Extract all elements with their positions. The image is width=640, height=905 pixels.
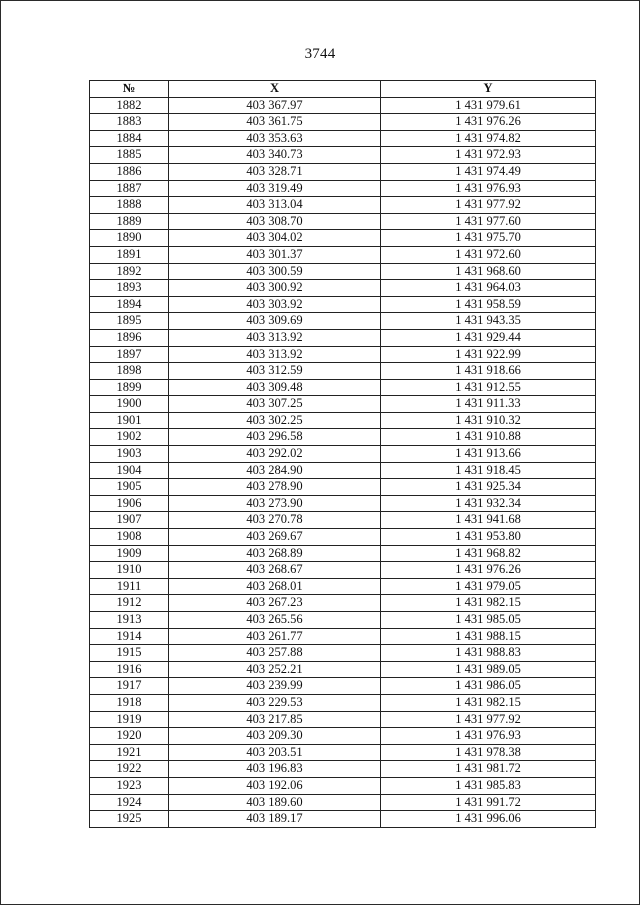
x-coordinate-cell: 403 196.83 (169, 761, 381, 778)
table-row (90, 412, 596, 429)
y-coordinate-cell: 1 431 972.60 (381, 246, 596, 263)
x-coordinate-cell: 403 340.73 (169, 147, 381, 164)
y-coordinate-cell: 1 431 964.03 (381, 280, 596, 297)
x-coordinate-cell: 403 252.21 (169, 661, 381, 678)
table-row (90, 197, 596, 214)
x-coordinate-cell: 403 367.97 (169, 97, 381, 114)
point-number-cell: 1916 (90, 661, 169, 678)
table-row (90, 612, 596, 629)
x-coordinate-cell: 403 267.23 (169, 595, 381, 612)
point-number-cell: 1888 (90, 197, 169, 214)
table-row (90, 678, 596, 695)
table-row (90, 578, 596, 595)
table-header-row (90, 81, 596, 98)
table-row (90, 495, 596, 512)
y-coordinate-cell: 1 431 988.15 (381, 628, 596, 645)
x-coordinate-cell: 403 300.92 (169, 280, 381, 297)
x-coordinate-cell: 403 268.01 (169, 578, 381, 595)
point-number-cell: 1924 (90, 794, 169, 811)
table-row (90, 595, 596, 612)
table-row (90, 728, 596, 745)
point-number-cell: 1898 (90, 363, 169, 380)
table-row (90, 661, 596, 678)
point-number-cell: 1910 (90, 562, 169, 579)
point-number-cell: 1915 (90, 645, 169, 662)
table-row (90, 462, 596, 479)
point-number-cell: 1914 (90, 628, 169, 645)
x-coordinate-cell: 403 313.04 (169, 197, 381, 214)
table-row (90, 97, 596, 114)
x-coordinate-cell: 403 361.75 (169, 114, 381, 131)
point-number-cell: 1925 (90, 811, 169, 828)
x-coordinate-cell: 403 209.30 (169, 728, 381, 745)
y-coordinate-cell: 1 431 976.93 (381, 728, 596, 745)
x-coordinate-cell: 403 307.25 (169, 396, 381, 413)
table-row (90, 794, 596, 811)
x-coordinate-cell: 403 313.92 (169, 346, 381, 363)
x-coordinate-cell: 403 261.77 (169, 628, 381, 645)
y-coordinate-cell: 1 431 977.60 (381, 213, 596, 230)
point-number-cell: 1885 (90, 147, 169, 164)
table-row (90, 114, 596, 131)
point-number-cell: 1896 (90, 329, 169, 346)
x-coordinate-cell: 403 308.70 (169, 213, 381, 230)
point-number-cell: 1909 (90, 545, 169, 562)
point-number-cell: 1920 (90, 728, 169, 745)
y-coordinate-cell: 1 431 986.05 (381, 678, 596, 695)
y-coordinate-cell: 1 431 982.15 (381, 694, 596, 711)
y-coordinate-cell: 1 431 991.72 (381, 794, 596, 811)
x-coordinate-cell: 403 217.85 (169, 711, 381, 728)
table-row (90, 163, 596, 180)
y-coordinate-cell: 1 431 982.15 (381, 595, 596, 612)
y-coordinate-cell: 1 431 979.05 (381, 578, 596, 595)
point-number-cell: 1884 (90, 130, 169, 147)
y-coordinate-cell: 1 431 977.92 (381, 197, 596, 214)
y-coordinate-cell: 1 431 996.06 (381, 811, 596, 828)
point-number-cell: 1921 (90, 744, 169, 761)
table-row (90, 512, 596, 529)
x-coordinate-cell: 403 302.25 (169, 412, 381, 429)
x-coordinate-cell: 403 192.06 (169, 777, 381, 794)
point-number-cell: 1900 (90, 396, 169, 413)
point-number-cell: 1922 (90, 761, 169, 778)
point-number-cell: 1918 (90, 694, 169, 711)
x-coordinate-cell: 403 257.88 (169, 645, 381, 662)
x-coordinate-cell: 403 189.17 (169, 811, 381, 828)
page-number: 3744 (304, 46, 336, 62)
point-number-cell: 1887 (90, 180, 169, 197)
point-number-cell: 1891 (90, 246, 169, 263)
y-coordinate-cell: 1 431 979.61 (381, 97, 596, 114)
y-coordinate-cell: 1 431 985.83 (381, 777, 596, 794)
y-coordinate-cell: 1 431 981.72 (381, 761, 596, 778)
header-number: № (90, 81, 169, 98)
table-row (90, 628, 596, 645)
y-coordinate-cell: 1 431 953.80 (381, 529, 596, 546)
y-coordinate-cell: 1 431 929.44 (381, 329, 596, 346)
table-row (90, 246, 596, 263)
point-number-cell: 1919 (90, 711, 169, 728)
y-coordinate-cell: 1 431 941.68 (381, 512, 596, 529)
y-coordinate-cell: 1 431 911.33 (381, 396, 596, 413)
x-coordinate-cell: 403 268.67 (169, 562, 381, 579)
table-row (90, 396, 596, 413)
y-coordinate-cell: 1 431 910.88 (381, 429, 596, 446)
x-coordinate-cell: 403 270.78 (169, 512, 381, 529)
y-coordinate-cell: 1 431 978.38 (381, 744, 596, 761)
header-y: Y (381, 81, 596, 98)
x-coordinate-cell: 403 284.90 (169, 462, 381, 479)
table-row (90, 777, 596, 794)
table-row (90, 296, 596, 313)
x-coordinate-cell: 403 312.59 (169, 363, 381, 380)
table-row (90, 545, 596, 562)
table-row (90, 363, 596, 380)
point-number-cell: 1906 (90, 495, 169, 512)
x-coordinate-cell: 403 300.59 (169, 263, 381, 280)
table-row (90, 529, 596, 546)
x-coordinate-cell: 403 265.56 (169, 612, 381, 629)
table-body (90, 97, 596, 827)
table-row (90, 811, 596, 828)
point-number-cell: 1895 (90, 313, 169, 330)
table-row (90, 711, 596, 728)
x-coordinate-cell: 403 189.60 (169, 794, 381, 811)
point-number-cell: 1908 (90, 529, 169, 546)
coordinates-table (89, 80, 596, 828)
y-coordinate-cell: 1 431 943.35 (381, 313, 596, 330)
x-coordinate-cell: 403 304.02 (169, 230, 381, 247)
table-row (90, 761, 596, 778)
point-number-cell: 1892 (90, 263, 169, 280)
x-coordinate-cell: 403 301.37 (169, 246, 381, 263)
table-row (90, 429, 596, 446)
point-number-cell: 1894 (90, 296, 169, 313)
x-coordinate-cell: 403 203.51 (169, 744, 381, 761)
point-number-cell: 1912 (90, 595, 169, 612)
point-number-cell: 1882 (90, 97, 169, 114)
table-row (90, 230, 596, 247)
x-coordinate-cell: 403 273.90 (169, 495, 381, 512)
x-coordinate-cell: 403 353.63 (169, 130, 381, 147)
x-coordinate-cell: 403 269.67 (169, 529, 381, 546)
y-coordinate-cell: 1 431 985.05 (381, 612, 596, 629)
y-coordinate-cell: 1 431 976.93 (381, 180, 596, 197)
x-coordinate-cell: 403 303.92 (169, 296, 381, 313)
table-row (90, 213, 596, 230)
y-coordinate-cell: 1 431 968.82 (381, 545, 596, 562)
y-coordinate-cell: 1 431 913.66 (381, 446, 596, 463)
table-row (90, 694, 596, 711)
point-number-cell: 1904 (90, 462, 169, 479)
table-row (90, 130, 596, 147)
table-row (90, 479, 596, 496)
y-coordinate-cell: 1 431 918.66 (381, 363, 596, 380)
table-row (90, 446, 596, 463)
y-coordinate-cell: 1 431 932.34 (381, 495, 596, 512)
y-coordinate-cell: 1 431 918.45 (381, 462, 596, 479)
y-coordinate-cell: 1 431 912.55 (381, 379, 596, 396)
point-number-cell: 1923 (90, 777, 169, 794)
table-row (90, 147, 596, 164)
x-coordinate-cell: 403 296.58 (169, 429, 381, 446)
x-coordinate-cell: 403 278.90 (169, 479, 381, 496)
point-number-cell: 1902 (90, 429, 169, 446)
y-coordinate-cell: 1 431 974.82 (381, 130, 596, 147)
table-row (90, 744, 596, 761)
y-coordinate-cell: 1 431 925.34 (381, 479, 596, 496)
table-row (90, 280, 596, 297)
x-coordinate-cell: 403 328.71 (169, 163, 381, 180)
y-coordinate-cell: 1 431 976.26 (381, 562, 596, 579)
y-coordinate-cell: 1 431 976.26 (381, 114, 596, 131)
point-number-cell: 1901 (90, 412, 169, 429)
table-row (90, 329, 596, 346)
point-number-cell: 1905 (90, 479, 169, 496)
x-coordinate-cell: 403 292.02 (169, 446, 381, 463)
table-row (90, 313, 596, 330)
y-coordinate-cell: 1 431 922.99 (381, 346, 596, 363)
point-number-cell: 1907 (90, 512, 169, 529)
table-row (90, 562, 596, 579)
point-number-cell: 1897 (90, 346, 169, 363)
x-coordinate-cell: 403 309.69 (169, 313, 381, 330)
x-coordinate-cell: 403 239.99 (169, 678, 381, 695)
table-row (90, 180, 596, 197)
point-number-cell: 1899 (90, 379, 169, 396)
table-row (90, 645, 596, 662)
point-number-cell: 1886 (90, 163, 169, 180)
point-number-cell: 1903 (90, 446, 169, 463)
point-number-cell: 1890 (90, 230, 169, 247)
y-coordinate-cell: 1 431 910.32 (381, 412, 596, 429)
point-number-cell: 1911 (90, 578, 169, 595)
point-number-cell: 1917 (90, 678, 169, 695)
x-coordinate-cell: 403 313.92 (169, 329, 381, 346)
y-coordinate-cell: 1 431 968.60 (381, 263, 596, 280)
header-x: X (169, 81, 381, 98)
point-number-cell: 1913 (90, 612, 169, 629)
y-coordinate-cell: 1 431 989.05 (381, 661, 596, 678)
y-coordinate-cell: 1 431 975.70 (381, 230, 596, 247)
point-number-cell: 1893 (90, 280, 169, 297)
y-coordinate-cell: 1 431 972.93 (381, 147, 596, 164)
point-number-cell: 1883 (90, 114, 169, 131)
y-coordinate-cell: 1 431 958.59 (381, 296, 596, 313)
x-coordinate-cell: 403 229.53 (169, 694, 381, 711)
point-number-cell: 1889 (90, 213, 169, 230)
y-coordinate-cell: 1 431 974.49 (381, 163, 596, 180)
x-coordinate-cell: 403 309.48 (169, 379, 381, 396)
table-row (90, 263, 596, 280)
table-row (90, 346, 596, 363)
y-coordinate-cell: 1 431 988.83 (381, 645, 596, 662)
x-coordinate-cell: 403 268.89 (169, 545, 381, 562)
y-coordinate-cell: 1 431 977.92 (381, 711, 596, 728)
table-row (90, 379, 596, 396)
x-coordinate-cell: 403 319.49 (169, 180, 381, 197)
